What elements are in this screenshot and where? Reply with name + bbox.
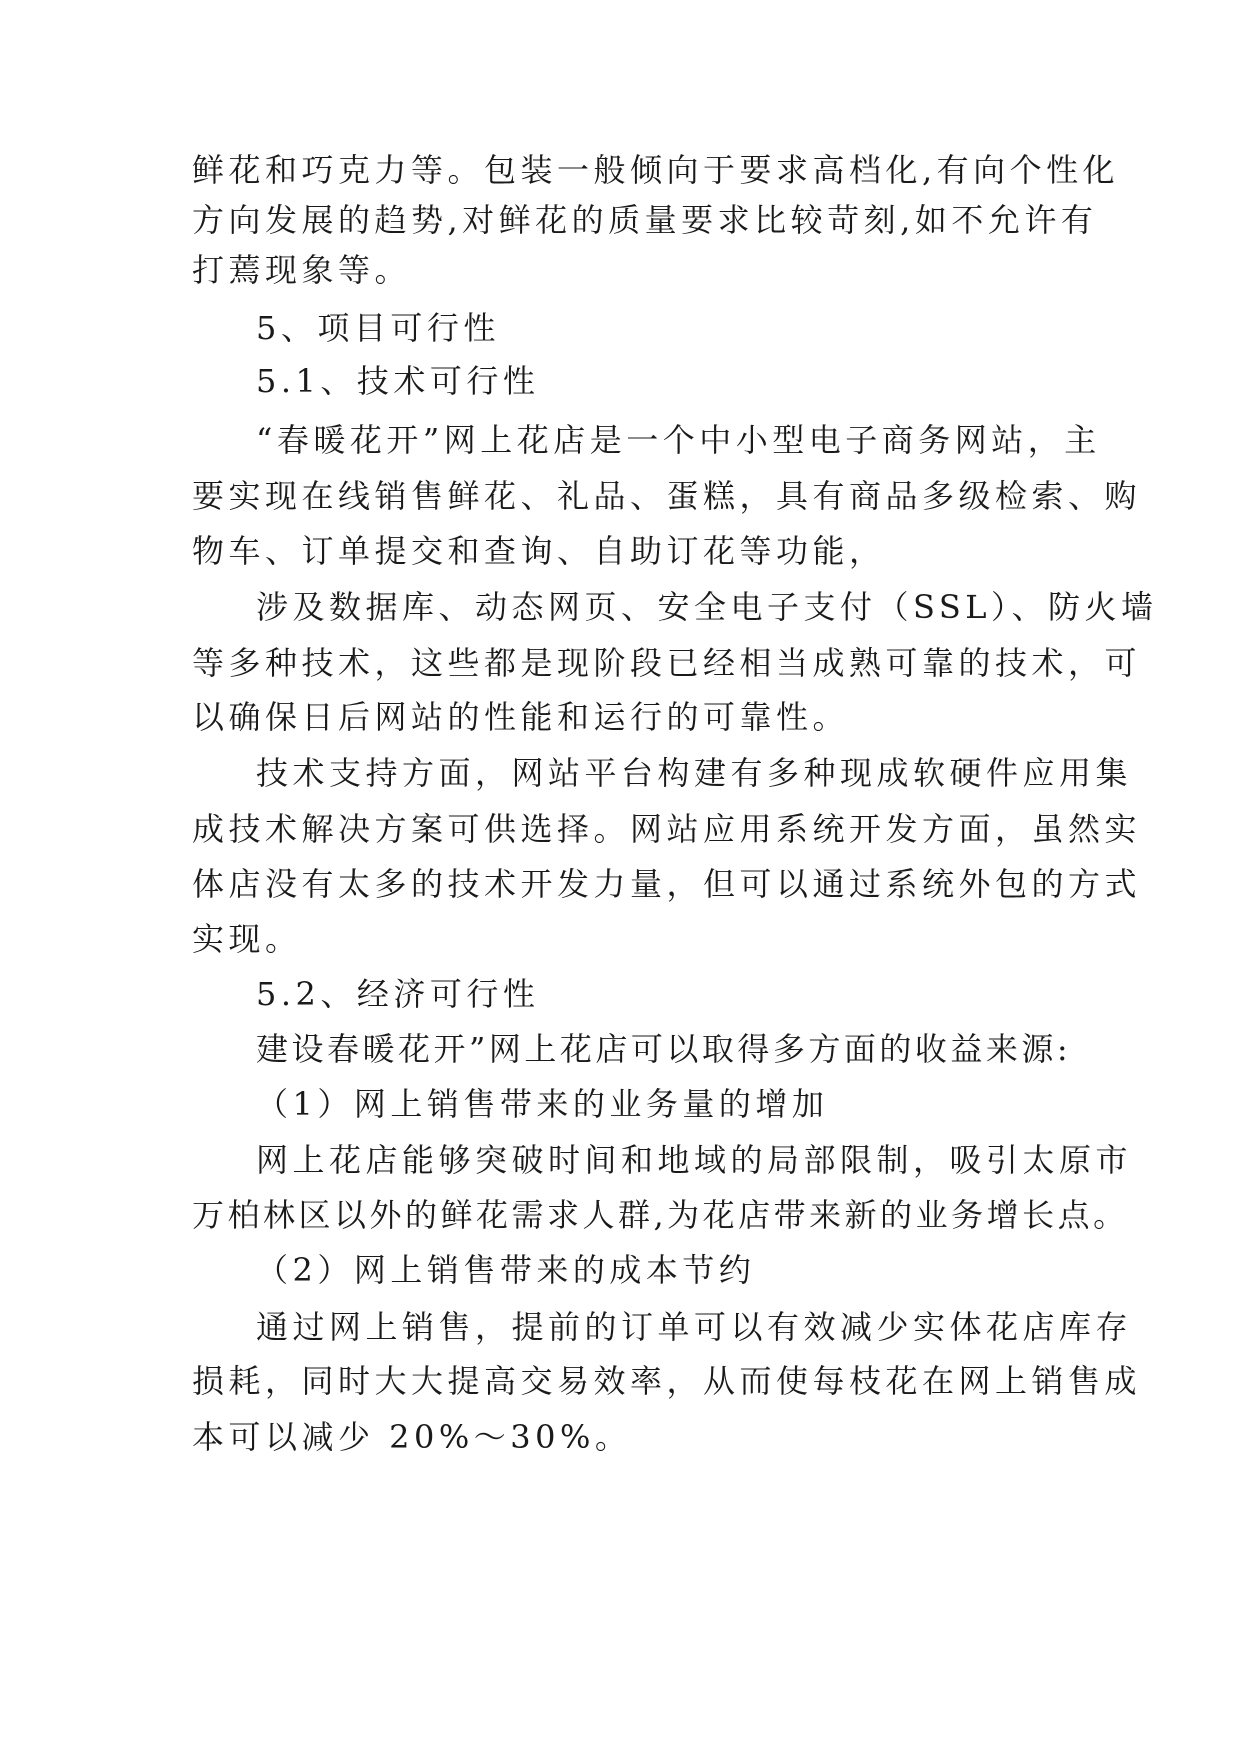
text-line-8: 物车、订单提交和查询、自助订花等功能，	[192, 532, 886, 570]
text-line-19: 网上花店能够突破时间和地域的局部限制，吸引太原市	[256, 1141, 1133, 1179]
text-line-11: 以确保日后网站的性能和运行的可靠性。	[192, 698, 850, 736]
text-line-13: 成技术解决方案可供选择。网站应用系统开发方面，虽然实	[192, 810, 1142, 848]
text-line-2: 方向发展的趋势,对鲜花的质量要求比较苛刻,如不允许有	[192, 201, 1098, 239]
text-line-6: “春暖花开”网上花店是一个中小型电子商务网站，主	[256, 421, 1101, 459]
section-heading-5-2: 5.2、经济可行性	[256, 975, 540, 1013]
text-line-14: 体店没有太多的技术开发力量，但可以通过系统外包的方式	[192, 865, 1142, 903]
list-heading-2: （2）网上销售带来的成本节约	[256, 1251, 756, 1289]
section-heading-5: 5、项目可行性	[256, 309, 500, 347]
text-line-1: 鲜花和巧克力等。包装一般倾向于要求高档化,有向个性化	[192, 151, 1120, 189]
text-line-9: 涉及数据库、动态网页、安全电子支付（SSL）、防火墙	[256, 588, 1158, 626]
text-line-3: 打蔫现象等。	[192, 251, 412, 289]
text-line-23: 损耗，同时大大提高交易效率，从而使每枝花在网上销售成	[192, 1362, 1142, 1400]
text-line-15: 实现。	[192, 920, 302, 958]
text-line-20: 万柏林区以外的鲜花需求人群,为花店带来新的业务增长点。	[192, 1196, 1129, 1234]
text-line-22: 通过网上销售，提前的订单可以有效减少实体花店库存	[256, 1308, 1133, 1346]
section-heading-5-1: 5.1、技术可行性	[256, 362, 540, 400]
text-line-12: 技术支持方面，网站平台构建有多种现成软硬件应用集	[256, 754, 1133, 792]
text-line-17: 建设春暖花开”网上花店可以取得多方面的收益来源:	[256, 1030, 1072, 1068]
text-line-24: 本可以减少 20%～30%。	[192, 1418, 632, 1456]
list-heading-1: （1）网上销售带来的业务量的增加	[256, 1085, 829, 1123]
text-line-7: 要实现在线销售鲜花、礼品、蛋糕，具有商品多级检索、购	[192, 477, 1142, 515]
text-line-10: 等多种技术，这些都是现阶段已经相当成熟可靠的技术，可	[192, 644, 1142, 682]
